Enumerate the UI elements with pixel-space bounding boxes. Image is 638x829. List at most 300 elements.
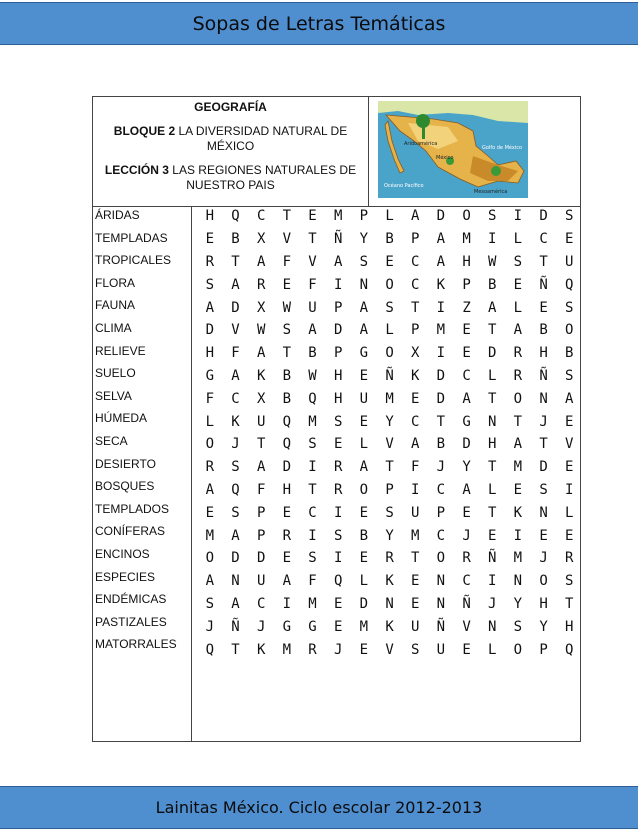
grid-letter[interactable]: S <box>488 208 497 225</box>
grid-letter[interactable]: F <box>256 481 266 498</box>
grid-letter[interactable]: K <box>256 367 266 384</box>
grid-letter[interactable]: E <box>539 299 548 316</box>
grid-letter[interactable]: E <box>565 413 574 430</box>
grid-letter[interactable]: Q <box>565 641 574 658</box>
grid-letter[interactable]: D <box>462 436 471 453</box>
grid-letter[interactable]: A <box>205 573 215 590</box>
grid-letter[interactable]: H <box>205 345 215 362</box>
grid-letter[interactable]: O <box>539 573 548 590</box>
grid-letter[interactable]: T <box>308 481 317 498</box>
grid-letter[interactable]: Y <box>359 231 369 248</box>
grid-letter[interactable]: J <box>256 618 266 635</box>
grid-letter[interactable]: Q <box>282 436 292 453</box>
grid-letter[interactable]: R <box>308 641 317 658</box>
grid-letter[interactable]: N <box>488 413 497 430</box>
grid-letter[interactable]: B <box>565 345 574 362</box>
grid-letter[interactable]: C <box>462 367 471 384</box>
grid-letter[interactable]: R <box>385 550 394 567</box>
grid-letter[interactable]: A <box>333 253 343 270</box>
grid-letter[interactable]: E <box>410 573 420 590</box>
grid-letter[interactable]: H <box>462 253 471 270</box>
grid-letter[interactable]: S <box>565 367 574 384</box>
grid-letter[interactable]: R <box>513 367 523 384</box>
grid-letter[interactable]: Ñ <box>231 618 240 635</box>
grid-letter[interactable]: C <box>410 276 420 293</box>
grid-letter[interactable]: S <box>231 459 240 476</box>
grid-letter[interactable]: E <box>513 276 523 293</box>
grid-letter[interactable]: P <box>385 481 394 498</box>
grid-letter[interactable]: E <box>282 276 292 293</box>
grid-letter[interactable]: T <box>410 550 420 567</box>
grid-letter[interactable]: A <box>513 436 523 453</box>
grid-letter[interactable]: R <box>256 276 266 293</box>
grid-letter[interactable]: A <box>410 436 420 453</box>
grid-letter[interactable]: M <box>513 459 523 476</box>
grid-letter[interactable]: J <box>436 459 446 476</box>
grid-letter[interactable]: I <box>282 595 292 612</box>
grid-letter[interactable]: A <box>436 231 446 248</box>
grid-letter[interactable]: O <box>205 436 215 453</box>
grid-letter[interactable]: Y <box>539 618 548 635</box>
grid-letter[interactable]: T <box>231 253 240 270</box>
grid-letter[interactable]: Y <box>385 413 394 430</box>
grid-letter[interactable]: U <box>256 573 266 590</box>
grid-letter[interactable]: H <box>333 390 343 407</box>
grid-letter[interactable]: D <box>436 367 446 384</box>
grid-letter[interactable]: C <box>256 595 266 612</box>
grid-letter[interactable]: T <box>488 504 497 521</box>
grid-letter[interactable]: S <box>565 573 574 590</box>
grid-letter[interactable]: M <box>462 231 471 248</box>
grid-letter[interactable]: V <box>308 253 317 270</box>
grid-letter[interactable]: F <box>205 390 215 407</box>
grid-letter[interactable]: E <box>462 322 471 339</box>
grid-letter[interactable]: B <box>231 231 240 248</box>
grid-letter[interactable]: H <box>488 436 497 453</box>
grid-letter[interactable]: K <box>436 276 446 293</box>
grid-letter[interactable]: F <box>231 345 240 362</box>
grid-letter[interactable]: R <box>333 481 343 498</box>
grid-letter[interactable]: C <box>256 208 266 225</box>
grid-letter[interactable]: X <box>256 390 266 407</box>
grid-letter[interactable]: Ñ <box>488 550 497 567</box>
grid-letter[interactable]: A <box>231 367 240 384</box>
grid-letter[interactable]: J <box>539 550 548 567</box>
grid-letter[interactable]: Q <box>565 276 574 293</box>
grid-letter[interactable]: D <box>359 595 369 612</box>
grid-letter[interactable]: B <box>539 322 548 339</box>
grid-letter[interactable]: Q <box>205 641 215 658</box>
grid-letter[interactable]: D <box>256 550 266 567</box>
grid-letter[interactable]: L <box>359 573 369 590</box>
grid-letter[interactable]: O <box>513 641 523 658</box>
grid-letter[interactable]: H <box>565 618 574 635</box>
grid-letter[interactable]: O <box>436 550 446 567</box>
grid-letter[interactable]: O <box>359 481 369 498</box>
grid-letter[interactable]: A <box>205 299 215 316</box>
grid-letter[interactable]: E <box>282 550 292 567</box>
grid-letter[interactable]: S <box>539 481 548 498</box>
grid-letter[interactable]: P <box>410 231 420 248</box>
grid-letter[interactable]: H <box>539 345 548 362</box>
grid-letter[interactable]: N <box>436 573 446 590</box>
grid-letter[interactable]: E <box>513 481 523 498</box>
grid-letter[interactable]: R <box>513 345 523 362</box>
grid-letter[interactable]: I <box>410 481 420 498</box>
grid-letter[interactable]: Q <box>308 390 317 407</box>
grid-letter[interactable]: X <box>410 345 420 362</box>
grid-letter[interactable]: B <box>488 276 497 293</box>
grid-letter[interactable]: F <box>308 573 317 590</box>
grid-letter[interactable]: V <box>231 322 240 339</box>
grid-letter[interactable]: I <box>333 276 343 293</box>
grid-letter[interactable]: K <box>231 413 240 430</box>
grid-letter[interactable]: M <box>385 390 394 407</box>
grid-letter[interactable]: F <box>282 253 292 270</box>
grid-letter[interactable]: N <box>359 276 369 293</box>
grid-letter[interactable]: V <box>282 231 292 248</box>
grid-letter[interactable]: O <box>462 208 471 225</box>
grid-letter[interactable]: L <box>488 367 497 384</box>
grid-letter[interactable]: Ñ <box>462 595 471 612</box>
grid-letter[interactable]: Ñ <box>539 276 548 293</box>
grid-letter[interactable]: D <box>436 390 446 407</box>
grid-letter[interactable]: W <box>488 253 497 270</box>
grid-letter[interactable]: E <box>333 436 343 453</box>
grid-letter[interactable]: S <box>205 276 215 293</box>
grid-letter[interactable]: L <box>359 436 369 453</box>
grid-letter[interactable]: A <box>436 253 446 270</box>
grid-letter[interactable]: Q <box>231 481 240 498</box>
grid-letter[interactable]: S <box>333 413 343 430</box>
grid-letter[interactable]: A <box>231 595 240 612</box>
grid-letter[interactable]: P <box>462 276 471 293</box>
grid-letter[interactable]: L <box>488 641 497 658</box>
grid-letter[interactable]: U <box>410 504 420 521</box>
grid-letter[interactable]: U <box>359 390 369 407</box>
grid-letter[interactable]: E <box>385 253 394 270</box>
grid-letter[interactable]: M <box>436 322 446 339</box>
grid-letter[interactable]: O <box>385 345 394 362</box>
grid-letter[interactable]: R <box>565 550 574 567</box>
grid-letter[interactable]: E <box>308 208 317 225</box>
grid-letter[interactable]: S <box>282 322 292 339</box>
grid-letter[interactable]: T <box>436 413 446 430</box>
grid-letter[interactable]: W <box>256 322 266 339</box>
grid-letter[interactable]: P <box>359 208 369 225</box>
grid-letter[interactable]: N <box>539 504 548 521</box>
grid-letter[interactable]: S <box>410 641 420 658</box>
grid-letter[interactable]: U <box>256 413 266 430</box>
grid-letter[interactable]: P <box>333 299 343 316</box>
grid-letter[interactable]: S <box>205 595 215 612</box>
grid-letter[interactable]: G <box>205 367 215 384</box>
grid-letter[interactable]: N <box>231 573 240 590</box>
grid-letter[interactable]: A <box>462 481 471 498</box>
grid-letter[interactable]: U <box>436 641 446 658</box>
grid-letter[interactable]: Ñ <box>539 367 548 384</box>
grid-letter[interactable]: T <box>308 231 317 248</box>
grid-letter[interactable]: L <box>565 504 574 521</box>
grid-letter[interactable]: S <box>385 504 394 521</box>
grid-letter[interactable]: E <box>359 413 369 430</box>
grid-letter[interactable]: I <box>436 345 446 362</box>
grid-letter[interactable]: V <box>385 641 394 658</box>
grid-letter[interactable]: P <box>333 345 343 362</box>
grid-letter[interactable]: U <box>565 253 574 270</box>
grid-letter[interactable]: C <box>308 504 317 521</box>
grid-letter[interactable]: L <box>385 208 394 225</box>
grid-letter[interactable]: A <box>359 459 369 476</box>
grid-letter[interactable]: Z <box>462 299 471 316</box>
grid-letter[interactable]: I <box>436 299 446 316</box>
grid-letter[interactable]: H <box>282 481 292 498</box>
grid-letter[interactable]: C <box>539 231 548 248</box>
grid-letter[interactable]: E <box>462 504 471 521</box>
grid-letter[interactable]: S <box>565 208 574 225</box>
grid-letter[interactable]: T <box>488 390 497 407</box>
grid-letter[interactable]: D <box>436 208 446 225</box>
grid-letter[interactable]: Q <box>231 208 240 225</box>
grid-letter[interactable]: I <box>488 231 497 248</box>
grid-letter[interactable]: C <box>410 413 420 430</box>
grid-letter[interactable]: T <box>488 459 497 476</box>
grid-letter[interactable]: I <box>513 208 523 225</box>
grid-letter[interactable]: P <box>410 322 420 339</box>
grid-letter[interactable]: R <box>205 253 215 270</box>
grid-letter[interactable]: F <box>308 276 317 293</box>
grid-letter[interactable]: K <box>256 641 266 658</box>
grid-letter[interactable]: M <box>308 595 317 612</box>
grid-letter[interactable]: A <box>282 573 292 590</box>
grid-letter[interactable]: B <box>308 345 317 362</box>
grid-letter[interactable]: T <box>410 299 420 316</box>
grid-letter[interactable]: A <box>256 345 266 362</box>
grid-letter[interactable]: F <box>410 459 420 476</box>
grid-letter[interactable]: T <box>488 322 497 339</box>
grid-letter[interactable]: P <box>539 641 548 658</box>
grid-letter[interactable]: A <box>359 299 369 316</box>
grid-letter[interactable]: O <box>385 276 394 293</box>
grid-letter[interactable]: E <box>282 504 292 521</box>
grid-letter[interactable]: I <box>308 459 317 476</box>
grid-letter[interactable]: S <box>308 550 317 567</box>
grid-letter[interactable]: T <box>282 208 292 225</box>
grid-letter[interactable]: M <box>359 618 369 635</box>
grid-letter[interactable]: N <box>436 595 446 612</box>
grid-letter[interactable]: I <box>488 573 497 590</box>
grid-letter[interactable]: W <box>282 299 292 316</box>
grid-letter[interactable]: L <box>205 413 215 430</box>
grid-letter[interactable]: G <box>282 618 292 635</box>
grid-letter[interactable]: A <box>410 208 420 225</box>
grid-letter[interactable]: S <box>231 504 240 521</box>
grid-letter[interactable]: S <box>333 527 343 544</box>
grid-letter[interactable]: Y <box>513 595 523 612</box>
grid-letter[interactable]: X <box>256 231 266 248</box>
grid-letter[interactable]: O <box>513 390 523 407</box>
grid-letter[interactable]: N <box>539 390 548 407</box>
grid-letter[interactable]: I <box>513 527 523 544</box>
grid-letter[interactable]: D <box>333 322 343 339</box>
grid-letter[interactable]: B <box>385 231 394 248</box>
grid-letter[interactable]: G <box>462 413 471 430</box>
grid-letter[interactable]: E <box>410 390 420 407</box>
grid-letter[interactable]: Ñ <box>333 231 343 248</box>
grid-letter[interactable]: A <box>462 390 471 407</box>
grid-letter[interactable]: A <box>565 390 574 407</box>
grid-letter[interactable]: Ñ <box>436 618 446 635</box>
grid-letter[interactable]: A <box>308 322 317 339</box>
grid-letter[interactable]: A <box>256 459 266 476</box>
grid-letter[interactable]: E <box>359 550 369 567</box>
grid-letter[interactable]: E <box>359 504 369 521</box>
grid-letter[interactable]: A <box>359 322 369 339</box>
grid-letter[interactable]: C <box>436 527 446 544</box>
grid-letter[interactable]: R <box>462 550 471 567</box>
grid-letter[interactable]: I <box>565 481 574 498</box>
grid-letter[interactable]: S <box>308 436 317 453</box>
grid-letter[interactable]: A <box>256 253 266 270</box>
grid-letter[interactable]: E <box>410 595 420 612</box>
grid-letter[interactable]: J <box>539 413 548 430</box>
grid-letter[interactable]: J <box>488 595 497 612</box>
grid-letter[interactable]: E <box>205 504 215 521</box>
grid-letter[interactable]: N <box>488 618 497 635</box>
grid-letter[interactable]: Q <box>282 413 292 430</box>
grid-letter[interactable]: E <box>462 345 471 362</box>
grid-letter[interactable]: E <box>333 618 343 635</box>
grid-letter[interactable]: P <box>256 504 266 521</box>
grid-letter[interactable]: Ñ <box>385 367 394 384</box>
grid-letter[interactable]: T <box>513 413 523 430</box>
grid-letter[interactable]: B <box>282 390 292 407</box>
grid-letter[interactable]: E <box>359 641 369 658</box>
grid-letter[interactable]: E <box>488 527 497 544</box>
grid-letter[interactable]: A <box>513 322 523 339</box>
grid-letter[interactable]: Q <box>333 573 343 590</box>
grid-letter[interactable]: V <box>462 618 471 635</box>
grid-letter[interactable]: T <box>539 436 548 453</box>
grid-letter[interactable]: H <box>539 595 548 612</box>
grid-letter[interactable]: R <box>205 459 215 476</box>
grid-letter[interactable]: B <box>359 527 369 544</box>
grid-letter[interactable]: H <box>205 208 215 225</box>
grid-letter[interactable]: M <box>410 527 420 544</box>
grid-letter[interactable]: D <box>231 299 240 316</box>
grid-letter[interactable]: D <box>231 550 240 567</box>
grid-letter[interactable]: J <box>231 436 240 453</box>
grid-letter[interactable]: G <box>359 345 369 362</box>
grid-letter[interactable]: K <box>410 367 420 384</box>
grid-letter[interactable]: T <box>231 641 240 658</box>
grid-letter[interactable]: S <box>513 253 523 270</box>
grid-letter[interactable]: R <box>333 459 343 476</box>
grid-letter[interactable]: D <box>539 208 548 225</box>
grid-letter[interactable]: N <box>513 573 523 590</box>
grid-letter[interactable]: C <box>462 573 471 590</box>
grid-letter[interactable]: M <box>282 641 292 658</box>
grid-letter[interactable]: U <box>308 299 317 316</box>
grid-letter[interactable]: D <box>282 459 292 476</box>
grid-letter[interactable]: H <box>333 367 343 384</box>
grid-letter[interactable]: M <box>513 550 523 567</box>
grid-letter[interactable]: T <box>539 253 548 270</box>
grid-letter[interactable]: P <box>436 504 446 521</box>
grid-letter[interactable]: V <box>565 436 574 453</box>
grid-letter[interactable]: A <box>488 299 497 316</box>
grid-letter[interactable]: L <box>513 231 523 248</box>
grid-letter[interactable]: V <box>385 436 394 453</box>
grid-letter[interactable]: I <box>308 527 317 544</box>
grid-letter[interactable]: A <box>231 276 240 293</box>
grid-letter[interactable]: L <box>513 299 523 316</box>
grid-letter[interactable]: C <box>436 481 446 498</box>
grid-letter[interactable]: K <box>385 573 394 590</box>
grid-letter[interactable]: E <box>565 231 574 248</box>
grid-letter[interactable]: M <box>205 527 215 544</box>
grid-letter[interactable]: E <box>333 595 343 612</box>
grid-letter[interactable]: Y <box>462 459 471 476</box>
grid-letter[interactable]: J <box>462 527 471 544</box>
grid-letter[interactable]: T <box>256 436 266 453</box>
grid-letter[interactable]: C <box>410 253 420 270</box>
grid-letter[interactable]: B <box>282 367 292 384</box>
grid-letter[interactable]: E <box>205 231 215 248</box>
grid-letter[interactable]: R <box>282 527 292 544</box>
grid-letter[interactable]: M <box>308 413 317 430</box>
grid-letter[interactable]: D <box>539 459 548 476</box>
grid-letter[interactable]: U <box>410 618 420 635</box>
grid-letter[interactable]: J <box>205 618 215 635</box>
grid-letter[interactable]: T <box>385 459 394 476</box>
grid-letter[interactable]: A <box>231 527 240 544</box>
grid-letter[interactable]: S <box>385 299 394 316</box>
grid-letter[interactable]: K <box>513 504 523 521</box>
grid-letter[interactable]: A <box>205 481 215 498</box>
grid-letter[interactable]: I <box>333 504 343 521</box>
grid-letter[interactable]: O <box>565 322 574 339</box>
grid-letter[interactable]: M <box>333 208 343 225</box>
grid-letter[interactable]: B <box>436 436 446 453</box>
grid-letter[interactable]: K <box>385 618 394 635</box>
grid-letter[interactable]: C <box>231 390 240 407</box>
grid-letter[interactable]: S <box>565 299 574 316</box>
grid-letter[interactable]: G <box>308 618 317 635</box>
grid-letter[interactable]: Y <box>385 527 394 544</box>
grid-letter[interactable]: J <box>333 641 343 658</box>
grid-letter[interactable]: E <box>539 527 548 544</box>
grid-letter[interactable]: D <box>488 345 497 362</box>
grid-letter[interactable]: W <box>308 367 317 384</box>
grid-letter[interactable]: L <box>488 481 497 498</box>
grid-letter[interactable]: I <box>333 550 343 567</box>
grid-letter[interactable]: E <box>462 641 471 658</box>
grid-letter[interactable]: T <box>565 595 574 612</box>
grid-letter[interactable]: L <box>385 322 394 339</box>
grid-letter[interactable]: E <box>359 367 369 384</box>
grid-letter[interactable]: S <box>513 618 523 635</box>
grid-letter[interactable]: D <box>205 322 215 339</box>
grid-letter[interactable]: X <box>256 299 266 316</box>
grid-letter[interactable]: N <box>385 595 394 612</box>
grid-letter[interactable]: E <box>565 459 574 476</box>
grid-letter[interactable]: O <box>205 550 215 567</box>
grid-letter[interactable]: P <box>256 527 266 544</box>
grid-letter[interactable]: T <box>282 345 292 362</box>
grid-letter[interactable]: E <box>565 527 574 544</box>
grid-letter[interactable]: S <box>359 253 369 270</box>
